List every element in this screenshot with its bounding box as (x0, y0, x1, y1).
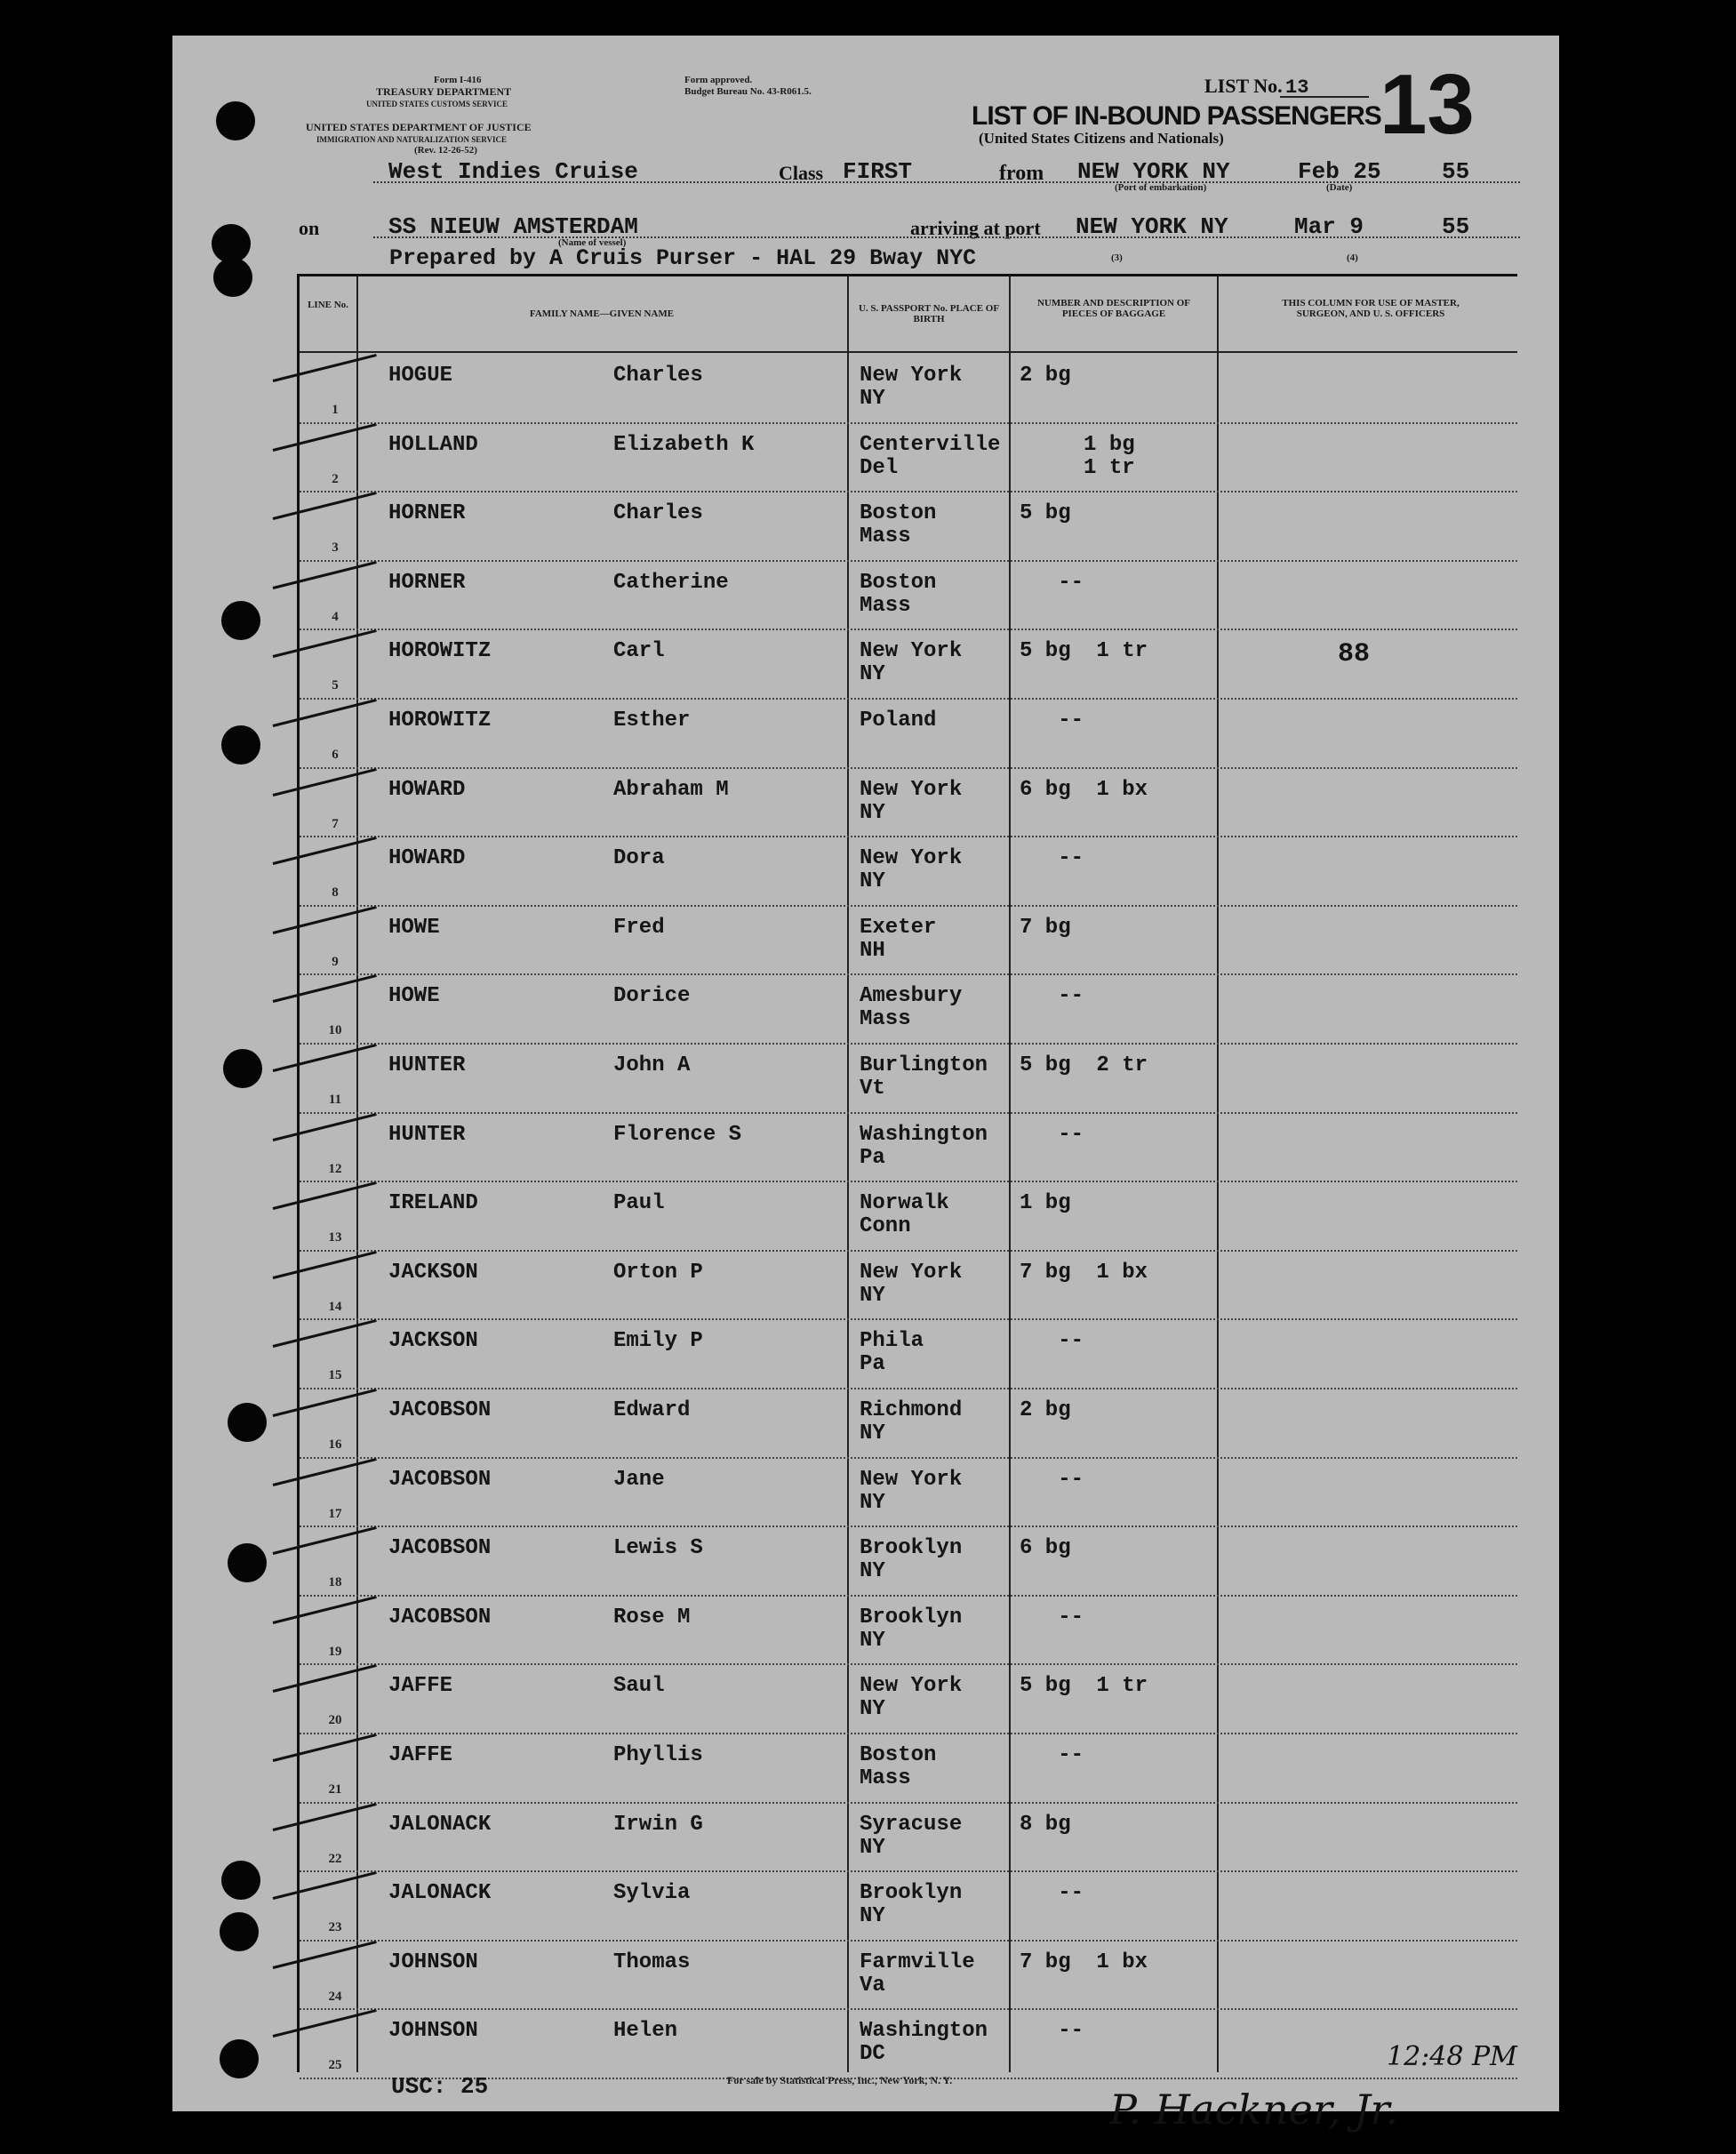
line-number: 1 (332, 403, 339, 417)
birth-place: Centerville (860, 432, 1001, 457)
arriving-label: arriving at port (910, 217, 1041, 239)
line-number: 18 (328, 1575, 342, 1590)
baggage: 7 bg 1 bx (1020, 1260, 1148, 1285)
given-name: Saul (613, 1674, 665, 1699)
family-name: HOWE (388, 984, 440, 1009)
family-name: JACKSON (388, 1260, 478, 1285)
baggage: 1 bg (1020, 432, 1135, 457)
baggage: -- (1020, 984, 1084, 1009)
given-name: Catherine (613, 570, 729, 595)
baggage: -- (1020, 570, 1084, 595)
punch-hole (228, 1403, 267, 1442)
line-number: 23 (328, 1920, 342, 1935)
table-row (300, 1733, 1517, 1804)
baggage: -- (1020, 1467, 1084, 1492)
given-name: Esther (613, 709, 691, 733)
birth-place: New York (860, 639, 963, 664)
vessel-caption: (Name of vessel) (558, 237, 627, 248)
col-header-name: FAMILY NAME—GIVEN NAME (529, 308, 675, 319)
form-subtitle: (United States Citizens and Nationals) (979, 130, 1224, 147)
given-name: John A (613, 1053, 691, 1077)
birth-state: Conn (860, 1214, 911, 1239)
birth-place: New York (860, 1674, 963, 1699)
baggage: -- (1020, 846, 1084, 871)
table-row (300, 836, 1517, 907)
birth-place: Phila (860, 1329, 924, 1354)
baggage: -- (1020, 1605, 1084, 1630)
birth-place: Richmond (860, 1398, 963, 1422)
line-number: 2 (332, 471, 339, 486)
birth-place: Boston (860, 501, 937, 526)
given-name: Fred (613, 915, 665, 940)
family-name: HOGUE (388, 364, 453, 388)
table-row (300, 1870, 1517, 1942)
birth-place: Brooklyn (860, 1605, 963, 1630)
line-number: 20 (328, 1713, 342, 1728)
line-number: 4 (332, 609, 339, 624)
birth-state: NY (860, 800, 885, 825)
punch-hole (216, 101, 255, 140)
form-number: Form I-416 (434, 75, 482, 85)
baggage: 5 bg 1 tr (1020, 639, 1148, 664)
birth-place: New York (860, 364, 963, 388)
given-name: Charles (613, 501, 703, 526)
birth-state: Mass (860, 1007, 911, 1032)
given-name: Phyllis (613, 1743, 703, 1767)
family-name: HOROWITZ (388, 639, 492, 664)
usc-count: USC: 25 (391, 2073, 489, 2100)
birth-state: Del (860, 455, 899, 480)
birth-place: Brooklyn (860, 1536, 963, 1561)
baggage-extra: 1 tr (1020, 455, 1135, 480)
birth-state: NY (860, 869, 885, 894)
arrival-port: NEW YORK NY (1076, 213, 1228, 240)
baggage: 5 bg (1020, 501, 1071, 526)
birth-place: Washington (860, 2019, 988, 2044)
cruise-name: West Indies Cruise (388, 158, 638, 185)
family-name: JOHNSON (388, 1950, 478, 1974)
birth-state: NY (860, 1421, 885, 1445)
form-approved: Form approved. (684, 75, 753, 85)
birth-place: New York (860, 777, 963, 802)
line-number: 8 (332, 885, 339, 901)
table-row (300, 1525, 1517, 1597)
punch-hole (221, 725, 260, 765)
baggage: -- (1020, 2019, 1084, 2044)
table-row (300, 1112, 1517, 1183)
revision: (Rev. 12-26-52) (414, 145, 477, 156)
col-header-line: LINE No. (308, 300, 348, 310)
birth-state: DC (860, 2042, 885, 2067)
birth-place: Burlington (860, 1053, 988, 1077)
birth-state: Mass (860, 524, 911, 549)
dept-justice: UNITED STATES DEPARTMENT OF JUSTICE (306, 121, 532, 133)
passenger-table (297, 274, 1517, 2072)
birth-state: Pa (860, 1352, 885, 1377)
given-name: Dorice (613, 984, 691, 1009)
birth-place: New York (860, 1467, 963, 1492)
family-name: JALONACK (388, 1812, 492, 1837)
col-header-officers: THIS COLUMN FOR USE OF MASTER, SURGEON, AND U. S. OFFICERS (1282, 298, 1460, 319)
class-value: FIRST (843, 158, 913, 185)
from-label: from (999, 162, 1044, 185)
family-name: JALONACK (388, 1881, 492, 1906)
given-name: Orton P (613, 1260, 703, 1285)
caption-3: (3) (1111, 252, 1123, 263)
line-number: 6 (332, 748, 339, 762)
line-number: 11 (328, 1093, 342, 1107)
on-label: on (299, 217, 320, 239)
birth-state: NY (860, 1835, 885, 1860)
table-row (300, 1802, 1517, 1873)
family-name: JACOBSON (388, 1398, 492, 1422)
family-name: JACOBSON (388, 1605, 492, 1630)
birth-place: Boston (860, 1743, 937, 1767)
col-header-baggage: NUMBER AND DESCRIPTION OF PIECES OF BAGGAGE (1036, 298, 1191, 319)
date-caption: (Date) (1326, 182, 1353, 193)
line-number: 19 (328, 1644, 342, 1659)
line-number: 22 (328, 1851, 342, 1866)
baggage: -- (1020, 1122, 1084, 1147)
birth-state: NH (860, 938, 885, 963)
line-number: 14 (328, 1299, 342, 1314)
family-name: HOWE (388, 915, 440, 940)
baggage: 8 bg (1020, 1812, 1071, 1837)
col-header-passport: U. S. PASSPORT No. PLACE OF BIRTH (858, 303, 1000, 324)
cruise-underline (373, 181, 1520, 183)
line-number: 5 (332, 678, 339, 693)
birth-place: New York (860, 1260, 963, 1285)
line-number: 9 (332, 954, 339, 969)
vessel-name: SS NIEUW AMSTERDAM (388, 213, 638, 240)
baggage: 6 bg (1020, 1536, 1071, 1561)
dept-justice-sub: IMMIGRATION AND NATURALIZATION SERVICE (316, 135, 507, 144)
table-row (300, 422, 1517, 493)
given-name: Rose M (613, 1605, 691, 1630)
birth-state: NY (860, 1697, 885, 1722)
birth-place: Amesbury (860, 984, 963, 1009)
table-row (300, 629, 1517, 700)
line-number: 12 (328, 1161, 342, 1176)
baggage: -- (1020, 1743, 1084, 1767)
birth-state: Vt (860, 1077, 885, 1101)
family-name: JACOBSON (388, 1467, 492, 1492)
baggage: 2 bg (1020, 364, 1071, 388)
birth-place: Washington (860, 1122, 988, 1147)
given-name: Abraham M (613, 777, 729, 802)
birth-place: Poland (860, 709, 937, 733)
punch-hole (221, 1861, 260, 1900)
birth-place: Norwalk (860, 1191, 949, 1216)
birth-place: Farmville (860, 1950, 975, 1974)
baggage: 2 bg (1020, 1398, 1071, 1422)
prepared-by: Prepared by A Cruis Purser - HAL 29 Bway NYC (389, 245, 977, 271)
form-title: LIST OF IN-BOUND PASSENGERS (972, 101, 1381, 131)
table-row (300, 1457, 1517, 1528)
table-row (300, 353, 1517, 424)
line-number: 3 (332, 541, 339, 556)
table-row (300, 560, 1517, 631)
birth-state: Va (860, 1973, 885, 1998)
baggage: -- (1020, 1329, 1084, 1354)
birth-state: NY (860, 1490, 885, 1515)
punch-hole (220, 1912, 259, 1951)
birth-state: NY (860, 1904, 885, 1929)
family-name: HUNTER (388, 1122, 466, 1147)
given-name: Carl (613, 639, 665, 664)
baggage: 6 bg 1 bx (1020, 777, 1148, 802)
caption-4: (4) (1347, 252, 1358, 263)
given-name: Charles (613, 364, 703, 388)
embark-date: Feb 25 (1298, 158, 1381, 185)
family-name: HORNER (388, 501, 466, 526)
family-name: IRELAND (388, 1191, 478, 1216)
given-name: Thomas (613, 1950, 691, 1974)
line-number: 24 (328, 1989, 342, 2004)
baggage: -- (1020, 1881, 1084, 1906)
punch-hole (223, 1049, 262, 1088)
birth-state: Mass (860, 593, 911, 618)
given-name: Jane (613, 1467, 665, 1492)
time-stamp: 12:48 PM (1387, 2041, 1517, 2072)
embark-year: 55 (1442, 158, 1470, 185)
birth-state: NY (860, 1628, 885, 1653)
purser-signature: P. Hackner, Jr. (1109, 2086, 1399, 2134)
birth-state: NY (860, 1559, 885, 1584)
given-name: Paul (613, 1191, 665, 1216)
line-number: 15 (328, 1368, 342, 1383)
family-name: JAFFE (388, 1674, 453, 1699)
birth-state: NY (860, 387, 885, 411)
table-row (300, 698, 1517, 769)
family-name: JACOBSON (388, 1536, 492, 1561)
table-row (300, 1250, 1517, 1321)
table-row (300, 491, 1517, 562)
family-name: HOLLAND (388, 432, 478, 457)
line-number: 17 (328, 1506, 342, 1521)
family-name: HOWARD (388, 777, 466, 802)
list-number-label: LIST No. (1204, 75, 1283, 97)
family-name: JAFFE (388, 1743, 453, 1767)
table-row (300, 1940, 1517, 2011)
line-number: 13 (328, 1230, 342, 1245)
birth-place: Brooklyn (860, 1881, 963, 1906)
class-label: Class (779, 162, 824, 184)
baggage: -- (1020, 709, 1084, 733)
family-name: HOWARD (388, 846, 466, 871)
baggage: 7 bg (1020, 915, 1071, 940)
line-number: 25 (328, 2058, 342, 2073)
birth-state: NY (860, 662, 885, 687)
birth-place: New York (860, 846, 963, 871)
printer-credit: For sale by Statistical Press, Inc., New York, N. Y. (727, 2074, 953, 2086)
line-number: 16 (328, 1437, 342, 1452)
table-row (300, 1181, 1517, 1252)
baggage: 7 bg 1 bx (1020, 1950, 1148, 1974)
given-name: Edward (613, 1398, 691, 1422)
family-name: JOHNSON (388, 2019, 478, 2044)
family-name: JACKSON (388, 1329, 478, 1354)
dept-treasury: TREASURY DEPARTMENT (376, 85, 512, 98)
table-row (300, 973, 1517, 1045)
punch-hole (228, 1543, 267, 1582)
table-row (300, 1595, 1517, 1666)
list-number-stamp: 13 (1380, 57, 1475, 152)
line-number: 21 (328, 1782, 342, 1797)
given-name: Dora (613, 846, 665, 871)
list-number-typed: 13 (1285, 76, 1309, 99)
vessel-underline (373, 236, 1520, 238)
baggage: 1 bg (1020, 1191, 1071, 1216)
table-row (300, 905, 1517, 976)
given-name: Helen (613, 2019, 678, 2044)
family-name: HOROWITZ (388, 709, 492, 733)
officer-note: 88 (1338, 639, 1371, 669)
table-row (300, 1043, 1517, 1114)
dept-treasury-sub: UNITED STATES CUSTOMS SERVICE (366, 100, 508, 108)
port-caption: (Port of embarkation) (1115, 182, 1207, 193)
line-number: 10 (328, 1023, 342, 1038)
punch-hole (213, 258, 252, 297)
baggage: 5 bg 2 tr (1020, 1053, 1148, 1077)
given-name: Florence S (613, 1122, 742, 1147)
table-row (300, 1663, 1517, 1734)
birth-place: Exeter (860, 915, 937, 940)
family-name: HUNTER (388, 1053, 466, 1077)
birth-state: Mass (860, 1766, 911, 1790)
table-row (300, 2008, 1517, 2079)
table-row (300, 1318, 1517, 1389)
given-name: Lewis S (613, 1536, 703, 1561)
arrival-year: 55 (1442, 213, 1470, 240)
birth-place: Boston (860, 570, 937, 595)
birth-state: Pa (860, 1145, 885, 1170)
line-number: 7 (332, 816, 339, 831)
budget-bureau: Budget Bureau No. 43-R061.5. (684, 86, 812, 97)
baggage: 5 bg 1 tr (1020, 1674, 1148, 1699)
given-name: Irwin G (613, 1812, 703, 1837)
table-row (300, 1388, 1517, 1459)
table-row (300, 767, 1517, 838)
port-of-embarkation: NEW YORK NY (1077, 158, 1230, 185)
punch-hole (221, 601, 260, 640)
given-name: Sylvia (613, 1881, 691, 1906)
list-number-underline (1280, 96, 1369, 98)
given-name: Elizabeth K (613, 432, 755, 457)
birth-place: Syracuse (860, 1812, 963, 1837)
arrival-date: Mar 9 (1294, 213, 1364, 240)
punch-hole (220, 2039, 259, 2078)
family-name: HORNER (388, 570, 466, 595)
birth-state: NY (860, 1283, 885, 1308)
given-name: Emily P (613, 1329, 703, 1354)
